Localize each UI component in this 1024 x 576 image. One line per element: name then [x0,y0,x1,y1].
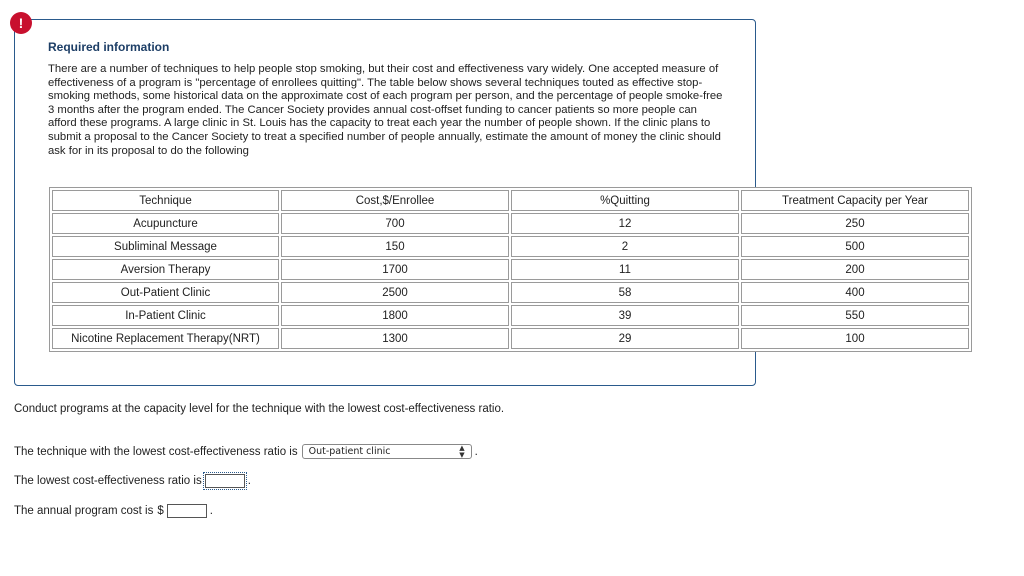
info-paragraph: There are a number of techniques to help people stop smoking, but their cost and effectiveness vary widely. One accepted measure of effectiveness of a program is "percentage of enrollees quitting". The table below shows several techniques touted as effective stop-smoking methods, some historical data on the approximate cost of each program per person, and the percentage of people smoke-free 3 months after the program ended. The Cancer Society provides annual cost-offset funding to cancer patients so more people can afford these programs. A large clinic in St. Louis has the capacity to treat each year the number of people shown. If the clinic plans to submit a proposal to the Cancer Society to treat a specified number of people annually, estimate the amount of money the clinic should ask for in its proposal to do the following [48,63,723,157]
question-ratio [14,474,251,488]
table-cell: 1700 [281,259,509,280]
table-row [52,328,969,349]
table-cell: 200 [741,259,969,280]
table-cell: 29 [511,328,739,349]
table-cell: 100 [741,328,969,349]
table-cell: 2500 [281,282,509,303]
table-header-row [52,190,969,211]
header-capacity: Treatment Capacity per Year [741,190,969,211]
question-cost [14,504,213,518]
ratio-input[interactable] [205,474,245,488]
table-cell: Out-Patient Clinic [52,282,279,303]
table-cell: 250 [741,213,969,234]
header-quitting: %Quitting [511,190,739,211]
question-technique-label: The technique with the lowest cost-effectiveness ratio is [14,445,298,458]
header-technique: Technique [52,190,279,211]
table-cell: 500 [741,236,969,257]
table-cell: 700 [281,213,509,234]
table-cell: 2 [511,236,739,257]
table-row [52,282,969,303]
table-cell: 400 [741,282,969,303]
annual-cost-input[interactable] [167,504,207,518]
table-cell: 150 [281,236,509,257]
table-cell: 1300 [281,328,509,349]
table-row [52,259,969,280]
table-cell: 11 [511,259,739,280]
table-row [52,305,969,326]
technique-select[interactable] [302,444,472,459]
header-cost: Cost,$/Enrollee [281,190,509,211]
up-down-chevron-icon: ▲ ▼ [459,443,465,459]
table-cell: In-Patient Clinic [52,305,279,326]
table-cell: 58 [511,282,739,303]
table-cell: Acupuncture [52,213,279,234]
alert-icon: ! [10,12,32,34]
table-cell: 39 [511,305,739,326]
table-cell: Subliminal Message [52,236,279,257]
period: . [474,445,478,458]
table-cell: Aversion Therapy [52,259,279,280]
table-row [52,236,969,257]
table-row [52,213,969,234]
table-cell: 12 [511,213,739,234]
period: . [209,505,213,517]
instruction-text: Conduct programs at the capacity level for the technique with the lowest cost-effectiveness ratio. [14,403,505,415]
info-title: Required information [48,40,170,54]
currency-symbol: $ [157,505,164,517]
period: . [247,475,251,487]
table-cell: 1800 [281,305,509,326]
table-cell: Nicotine Replacement Therapy(NRT) [52,328,279,349]
question-cost-label: The annual program cost is [14,505,154,517]
table-cell: 550 [741,305,969,326]
question-technique [14,444,478,459]
technique-select-value: Out-patient clinic [308,445,391,457]
technique-table [49,187,972,352]
question-ratio-label: The lowest cost-effectiveness ratio is [14,475,202,487]
